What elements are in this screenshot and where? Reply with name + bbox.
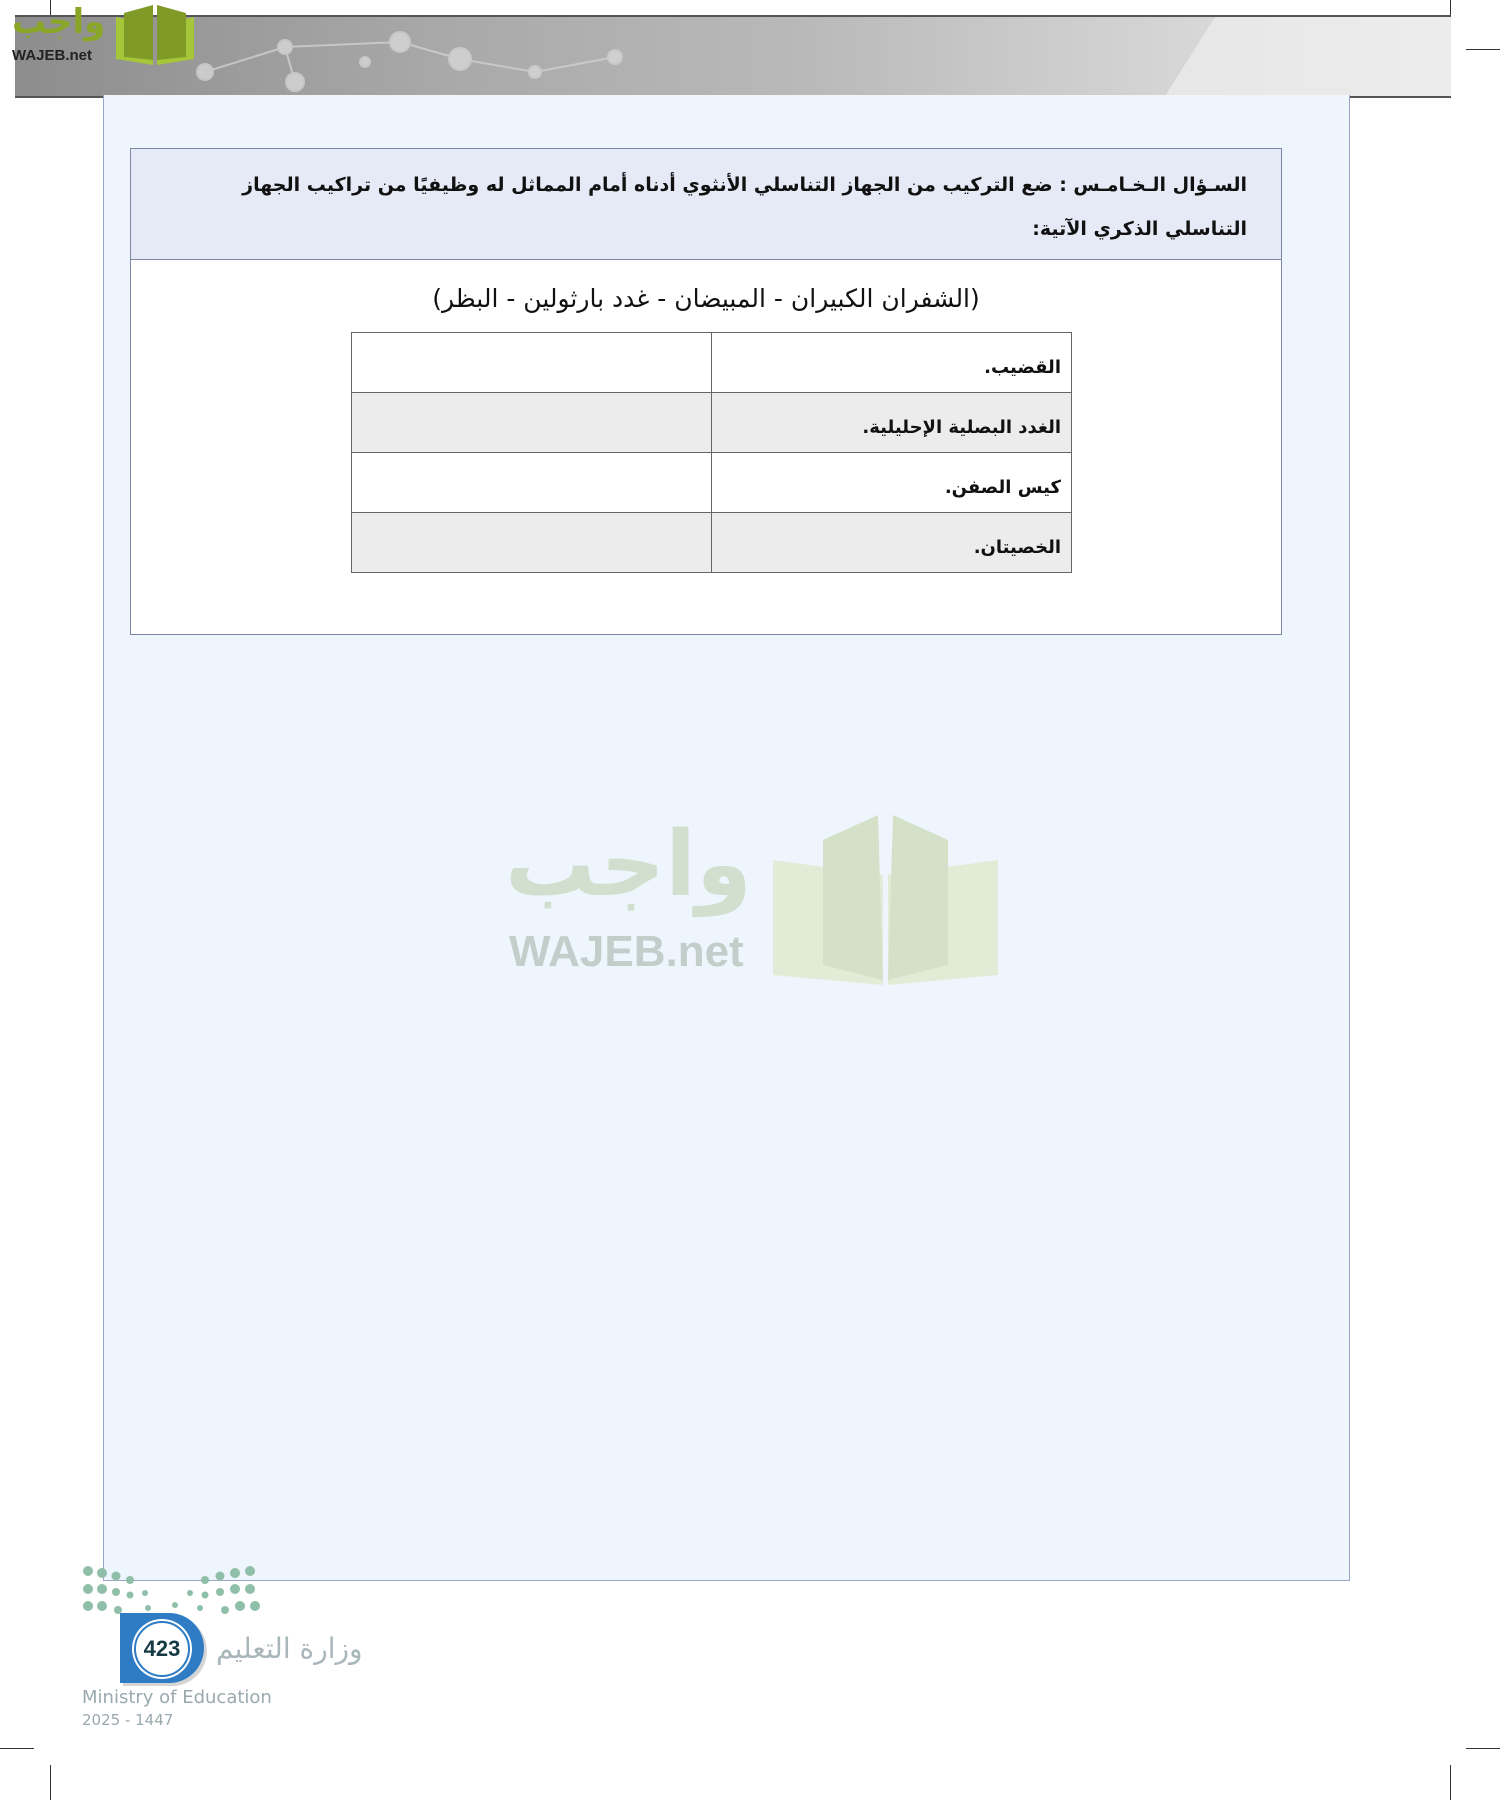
- watermark-book-icon: [773, 815, 998, 985]
- male-structure-cell: القضيب.: [712, 333, 1072, 393]
- crop-mark: [1466, 49, 1500, 50]
- watermark: [505, 812, 1005, 990]
- crop-mark: [50, 1765, 51, 1800]
- book-icon: [116, 5, 194, 65]
- table-row: [352, 333, 1072, 393]
- question-title: السـؤال الـخـامـس : ضع التركيب من الجهاز التناسلي الأنثوي أدناه أمام المماثل له وظيفيًا من تراكيب الجهاز التناسلي الذكري الآتية:: [131, 149, 1281, 260]
- logo-latin: WAJEB.net: [12, 47, 93, 64]
- year: 2025 - 1447: [82, 1711, 174, 1729]
- answer-options: (الشفران الكبيران - المبيضان - غدد بارثولين - البظر): [432, 284, 980, 313]
- crop-mark: [1466, 1748, 1500, 1749]
- answer-cell[interactable]: [352, 453, 712, 513]
- male-structure-cell: كيس الصفن.: [712, 453, 1072, 513]
- male-structure-cell: الغدد البصلية الإحليلية.: [712, 393, 1072, 453]
- page-number-badge: [120, 1613, 204, 1683]
- answer-cell[interactable]: [352, 393, 712, 453]
- header-banner: [15, 15, 1451, 98]
- answer-cell[interactable]: [352, 513, 712, 573]
- ministry-english: Ministry of Education: [82, 1687, 272, 1708]
- logo-arabic: واجب: [12, 2, 106, 42]
- matching-table: [351, 332, 1072, 573]
- male-structure-cell: الخصيتان.: [712, 513, 1072, 573]
- table-row: [352, 513, 1072, 573]
- watermark-arabic: واجب: [505, 812, 752, 917]
- ministry-logo: [80, 1563, 420, 1733]
- crop-mark: [1450, 1765, 1451, 1800]
- answer-cell[interactable]: [352, 333, 712, 393]
- wajeb-logo: [8, 3, 193, 67]
- molecule-pattern-icon: [15, 17, 1451, 96]
- question-box: [130, 148, 1282, 635]
- ministry-arabic: وزارة التعليم: [216, 1632, 363, 1665]
- watermark-latin: WAJEB.net: [509, 927, 744, 976]
- crop-mark: [0, 1748, 34, 1749]
- table-row: [352, 393, 1072, 453]
- page-number: 423: [134, 1621, 190, 1677]
- table-row: [352, 453, 1072, 513]
